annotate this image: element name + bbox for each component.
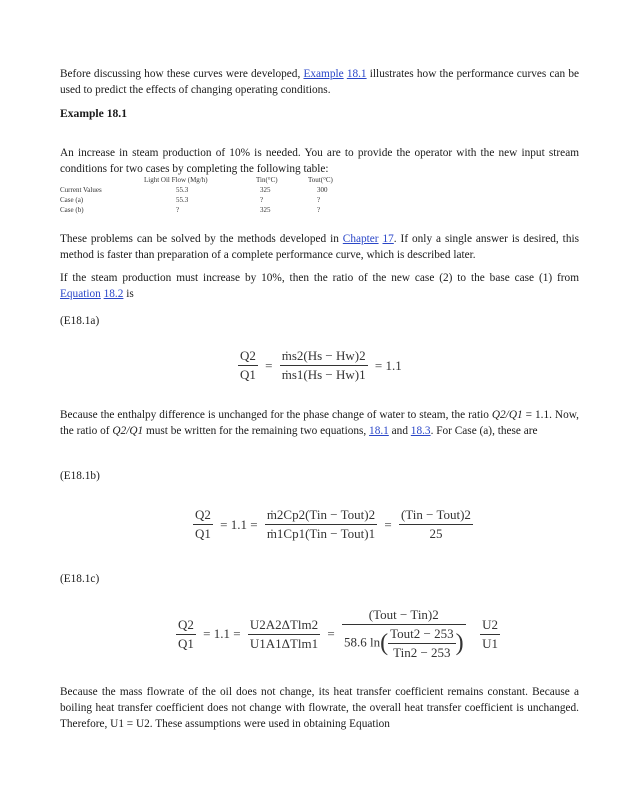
eq-b-equals: = 1.1 = <box>220 516 258 532</box>
eq-c-mid-den: U1A1ΔTlm1 <box>249 635 319 651</box>
eq-b-mid <box>265 507 377 542</box>
row-flow: ? <box>176 206 180 214</box>
example-heading: Example 18.1 <box>60 107 127 120</box>
equation-18-3-link[interactable]: 18.3 <box>410 425 431 437</box>
enthalpy-ratio-1: Q2/Q1 <box>491 409 523 421</box>
row-tout: ? <box>317 206 321 214</box>
solve-text-end: . If only a single answer is desired, this method is faster than preparation of a complete performance curve, which is described later. <box>60 233 579 261</box>
eq-c-rhs-den <box>342 625 466 661</box>
eq-b-lhs-num: Q2 <box>193 507 213 525</box>
eq-c-tail <box>480 617 500 652</box>
equation-c <box>176 607 500 661</box>
header-flow: Light Oil Flow (Mg/h) <box>144 176 208 184</box>
eq-c-lhs <box>176 617 196 652</box>
chapter-link[interactable]: Chapter <box>342 233 379 245</box>
eq-a-lhs-den: Q1 <box>240 367 256 382</box>
eq-b-rhs-den: 25 <box>429 526 443 541</box>
eq-c-inner-frac <box>388 626 455 661</box>
problem-paragraph: An increase in steam production of 10% is needed. You are to provide the operator with the new input stream conditions for two cases by completing the following table: <box>60 147 579 175</box>
eq-c-tail-num: U2 <box>480 617 500 635</box>
eq-c-close-paren: ) <box>455 630 464 656</box>
ratio-text: If the steam production must increase by 10%, then the ratio of the new case (2) to the base case (1) from <box>60 272 579 284</box>
intro-paragraph <box>60 66 579 98</box>
eq-b-mid-num: ṁ2Cp2(Tin − Tout)2 <box>265 507 377 525</box>
intro-text: Before discussing how these curves were developed, <box>60 68 304 80</box>
eq-c-rhs <box>342 607 466 661</box>
row-tin: 325 <box>260 186 271 194</box>
eq-c-mid <box>248 617 320 652</box>
solve-text: These problems can be solved by the methods developed in <box>60 233 343 245</box>
eq-a-rhs <box>280 348 368 383</box>
enthalpy-and: and <box>388 425 411 437</box>
eq-b-mid-den: ṁ1Cp1(Tin − Tout)1 <box>266 526 376 541</box>
equation-a <box>238 348 406 383</box>
final-paragraph: Because the mass flowrate of the oil does not change, its heat transfer coefficient remains constant. Because a boiling heat transfer coefficient does not change with flowrate, the overall heat transfer coefficient is unchanged. Therefore, U1 = U2. These assumptions were used in obtaining Equation <box>60 686 579 730</box>
eq-b-lhs-den: Q1 <box>195 526 211 541</box>
eq-c-lhs-den: Q1 <box>178 635 194 651</box>
row-tin: ? <box>260 196 264 204</box>
enthalpy-paragraph <box>60 407 579 439</box>
eq-c-inner-num: Tout2 − 253 <box>388 626 455 644</box>
enthalpy-text-end: . For Case (a), these are <box>430 425 538 437</box>
row-flow: 55.3 <box>176 186 189 194</box>
eq-c-rhs-num: (Tout − Tin)2 <box>342 607 466 625</box>
eq-c-equals: = 1.1 = <box>203 626 241 641</box>
solve-paragraph <box>60 231 579 263</box>
enthalpy-ratio-2: Q2/Q1 <box>112 425 144 437</box>
eq-b-rhs-num: (Tin − Tout)2 <box>399 507 473 525</box>
eq-c-mid-num: U2A2ΔTlm2 <box>248 617 320 635</box>
row-flow: 55.3 <box>176 196 189 204</box>
eq-a-rhs-den: ṁs1(Hs − Hw)1 <box>281 367 366 382</box>
eq-c-ln-coef: 58.6 ln <box>343 634 381 650</box>
chapter-number-link[interactable]: 17 <box>382 233 394 245</box>
eq-a-result: = 1.1 <box>374 357 402 373</box>
enthalpy-text-mid: = 1.1. Now, the ratio of <box>60 409 579 437</box>
enthalpy-text-mid2: must be written for the remaining two equations, <box>143 425 370 437</box>
row-label: Case (a) <box>60 196 84 204</box>
ratio-text-end: is <box>123 288 134 300</box>
equation-a-label: (E18.1a) <box>60 315 100 327</box>
eq-b-rhs <box>399 507 473 542</box>
row-tin: 325 <box>260 206 271 214</box>
eq-c-equals-2: = <box>327 626 335 641</box>
example-number-link[interactable]: 18.1 <box>346 68 367 80</box>
eq-c-tail-den: U1 <box>482 635 498 651</box>
eq-b-equals-2: = <box>384 516 392 532</box>
equation-b <box>193 507 473 542</box>
row-tout: 300 <box>317 186 328 194</box>
header-tin: Tin(°C) <box>256 176 278 184</box>
eq-c-open-paren: ( <box>380 630 389 656</box>
eq-a-lhs-num: Q2 <box>238 348 258 366</box>
equation-c-label: (E18.1c) <box>60 573 100 585</box>
row-label: Case (b) <box>60 206 84 214</box>
equation-link[interactable]: Equation <box>60 288 101 300</box>
eq-a-equals: = <box>265 357 273 373</box>
eq-c-inner-den: Tin2 − 253 <box>393 645 451 660</box>
row-label: Current Values <box>60 186 102 194</box>
eq-b-lhs <box>193 507 213 542</box>
row-tout: ? <box>317 196 321 204</box>
example-link[interactable]: Example <box>303 68 344 80</box>
eq-a-lhs <box>238 348 258 383</box>
equation-number-link[interactable]: 18.2 <box>103 288 124 300</box>
header-tout: Tout(°C) <box>308 176 333 184</box>
intro-text-end: illustrates how the performance curves can be used to predict the effects of changing operating conditions. <box>60 68 579 96</box>
eq-c-lhs-num: Q2 <box>176 617 196 635</box>
eq-a-rhs-num: ṁs2(Hs − Hw)2 <box>280 348 368 366</box>
ratio-paragraph <box>60 270 579 302</box>
equation-b-label: (E18.1b) <box>60 470 100 482</box>
equation-18-1-link[interactable]: 18.1 <box>369 425 389 437</box>
enthalpy-text: Because the enthalpy difference is unchanged for the phase change of water to steam, the ratio <box>60 409 492 421</box>
